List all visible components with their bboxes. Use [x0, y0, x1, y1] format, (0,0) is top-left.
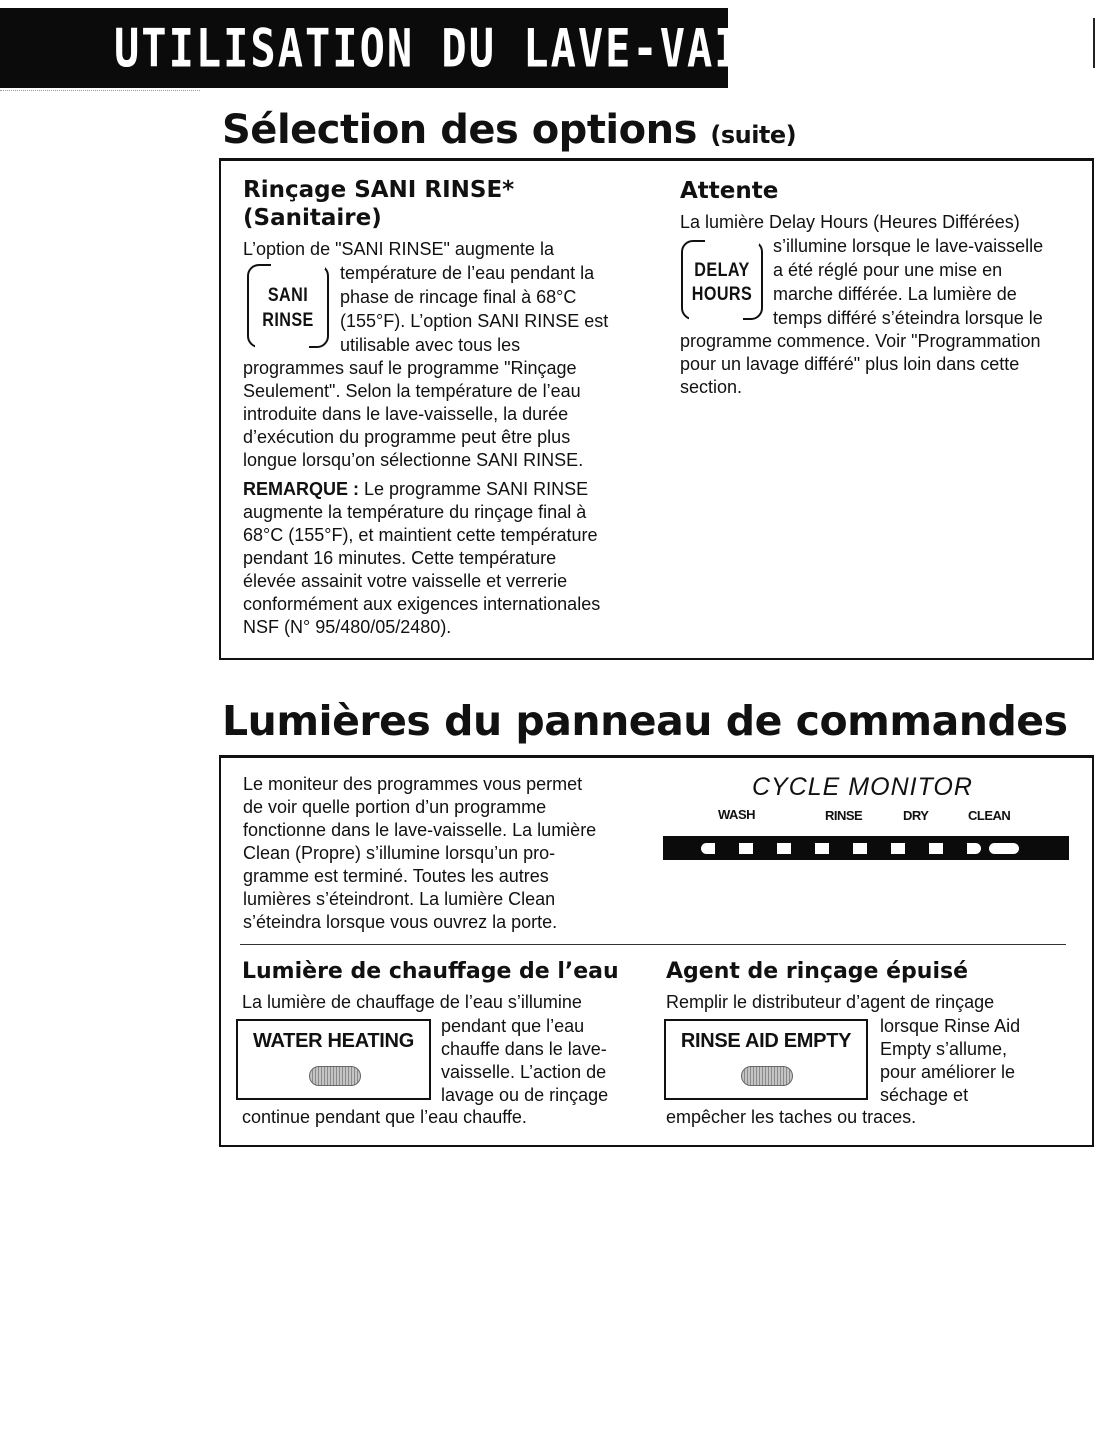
water-heating-line: chauffe dans le lave- [441, 1039, 607, 1059]
rinse-aid-panel-label: RINSE AID EMPTY [680, 1030, 852, 1052]
rinse-aid-line: pour améliorer le [880, 1062, 1016, 1082]
monitor-line: Clean (Propre) s’illumine lorsqu’un pro- [243, 843, 556, 863]
chapter-title: UTILISATION DU LAVE-VAISSELLE [114, 17, 906, 79]
cycle-monitor-segment [701, 843, 715, 854]
water-heating-line: La lumière de chauffage de l’eau s’illumine [242, 992, 582, 1012]
sani-rinse-line: phase de rincage final à 68°C [340, 287, 577, 307]
cycle-monitor-segment [989, 843, 1019, 854]
attente-line: a été réglé pour une mise en [773, 260, 1003, 280]
cycle-monitor-title: CYCLE MONITOR [752, 773, 973, 801]
rinse-icon-text: RINSE [262, 310, 314, 331]
rinse-aid-line: Remplir le distributeur d’agent de rinçage [666, 992, 995, 1012]
note-line: pendant 16 minutes. Cette température [243, 548, 557, 568]
cycle-monitor-segment [853, 843, 867, 854]
cycle-label-dry: DRY [903, 808, 929, 823]
note-line [243, 478, 588, 501]
rinse-aid-line: empêcher les taches ou traces. [666, 1107, 917, 1127]
section-title-text: Sélection des options [222, 107, 697, 153]
note-line: élevée assainit votre vaisselle et verrerie [243, 571, 568, 591]
rinse-aid-line: Empty s’allume, [880, 1039, 1008, 1059]
cycle-label-clean: CLEAN [968, 808, 1011, 823]
water-heating-panel-label: WATER HEATING [253, 1030, 414, 1052]
cycle-monitor-segment [967, 843, 981, 854]
attente-heading: Attente [680, 178, 779, 204]
cycle-monitor-bar [663, 836, 1069, 860]
note-text: Le programme SANI RINSE [359, 479, 589, 499]
note-line: 68°C (155°F), et maintient cette température [243, 525, 598, 545]
cycle-monitor-segment [815, 843, 829, 854]
attente-line: programme commence. Voir "Programmation [680, 331, 1041, 351]
rinse-aid-panel [664, 1019, 868, 1100]
monitor-line: Le moniteur des programmes vous permet [243, 774, 583, 794]
delay-hours-icon [681, 240, 763, 320]
sani-rinse-line: d’exécution du programme peut être plus [243, 427, 571, 447]
attente-line: section. [680, 377, 743, 397]
monitor-line: lumières s’éteindront. La lumière Clean [243, 889, 556, 909]
rinse-aid-line: lorsque Rinse Aid [880, 1016, 1021, 1036]
attente-line: s’illumine lorsque le lave-vaisselle [773, 236, 1044, 256]
attente-line: pour un lavage différé" plus loin dans cette [680, 354, 1020, 374]
cycle-monitor-segment [891, 843, 905, 854]
sani-rinse-subheading: (Sanitaire) [243, 205, 382, 231]
monitor-line: de voir quelle portion d’un programme [243, 797, 547, 817]
water-heating-line: vaisselle. L’action de [441, 1062, 607, 1082]
rinse-aid-indicator [741, 1066, 793, 1086]
sani-rinse-line: utilisable avec tous les [340, 335, 521, 355]
divider [240, 944, 1066, 945]
hours-icon-text: HOURS [691, 284, 753, 305]
sani-rinse-heading: Rinçage SANI RINSE* [243, 177, 515, 203]
note-line: conformément aux exigences internationales [243, 594, 601, 614]
rinse-aid-heading: Agent de rinçage épuisé [666, 959, 969, 984]
delay-icon-text: DELAY [694, 260, 750, 281]
cycle-monitor-segment [739, 843, 753, 854]
section-title-panel-lights: Lumières du panneau de commandes [222, 697, 1068, 745]
water-heating-line: pendant que l’eau [441, 1016, 585, 1036]
water-heating-heading: Lumière de chauffage de l’eau [242, 959, 619, 984]
cycle-label-wash: WASH [718, 807, 755, 822]
sani-rinse-line: (155°F). L’option SANI RINSE est [340, 311, 609, 331]
water-heating-indicator [309, 1066, 361, 1086]
attente-line: La lumière Delay Hours (Heures Différées) [680, 212, 1020, 232]
sani-rinse-line: L’option de "SANI RINSE" augmente la [243, 239, 554, 259]
sani-icon-text: SANI [267, 285, 309, 306]
cycle-monitor-segment [929, 843, 943, 854]
sani-rinse-line: programmes sauf le programme "Rinçage [243, 358, 577, 378]
cycle-monitor-segment [777, 843, 791, 854]
water-heating-panel [236, 1019, 431, 1100]
margin-rule [1093, 18, 1095, 68]
water-heating-line: lavage ou de rinçage [441, 1085, 609, 1105]
rinse-aid-line: séchage et [880, 1085, 969, 1105]
sani-rinse-line: Seulement". Selon la température de l’eau [243, 381, 581, 401]
sani-rinse-icon [247, 264, 329, 348]
monitor-line: gramme est terminé. Toutes les autres [243, 866, 549, 886]
attente-line: temps différé s’éteindra lorsque le [773, 308, 1043, 328]
sani-rinse-line: introduite dans le lave-vaisselle, la durée [243, 404, 569, 424]
monitor-line: s’éteindra lorsque vous ouvrez la porte. [243, 912, 558, 932]
monitor-line: fonctionne dans le lave-vaisselle. La lumière [243, 820, 597, 840]
section-title-suffix: (suite) [710, 121, 797, 149]
sani-rinse-line: longue lorsqu’on sélectionne SANI RINSE. [243, 450, 584, 470]
note-line: NSF (N° 95/480/05/2480). [243, 617, 452, 637]
note-label: REMARQUE : [243, 479, 359, 499]
water-heating-line: continue pendant que l’eau chauffe. [242, 1107, 527, 1127]
attente-line: marche différée. La lumière de [773, 284, 1017, 304]
divider-dotted [0, 90, 200, 91]
sani-rinse-line: température de l’eau pendant la [340, 263, 595, 283]
cycle-label-rinse: RINSE [825, 808, 863, 823]
chapter-banner [0, 8, 906, 88]
note-line: augmente la température du rinçage final à [243, 502, 587, 522]
section-title-options [222, 106, 796, 159]
